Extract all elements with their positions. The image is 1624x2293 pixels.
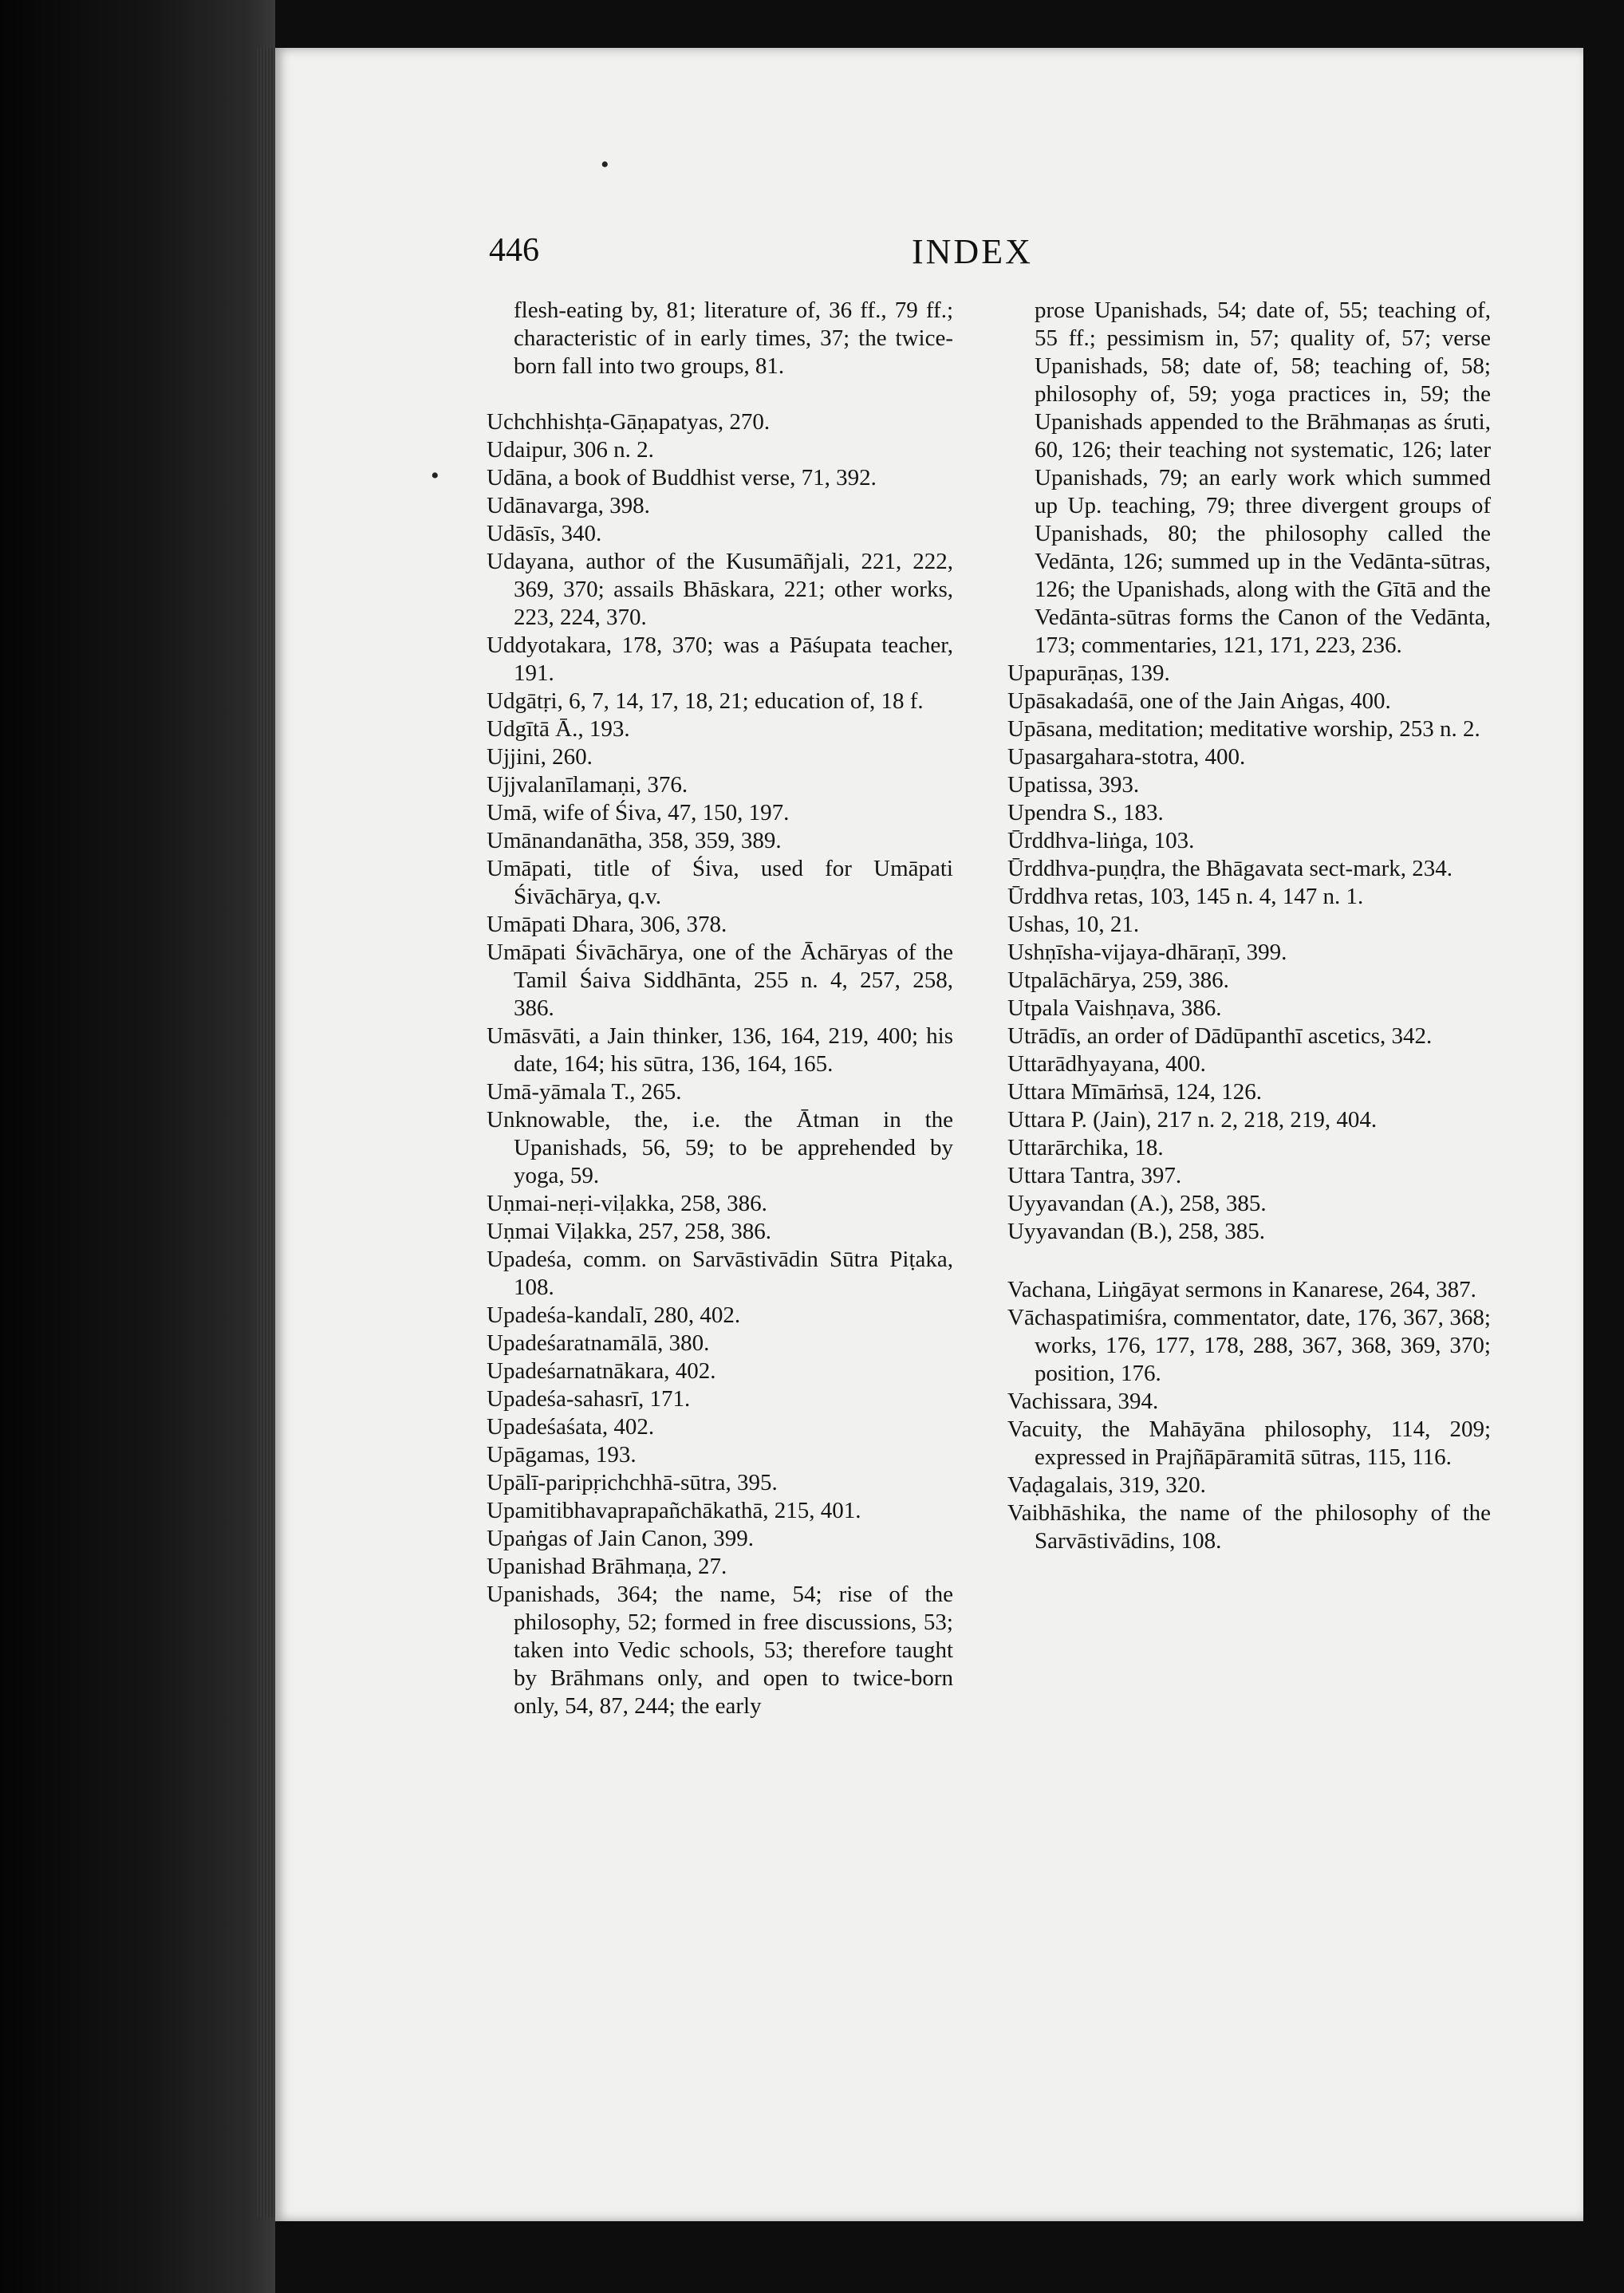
index-entry: Umāpati Dhara, 306, 378. <box>487 912 727 937</box>
book-page <box>275 48 1583 2221</box>
index-column-left <box>487 297 953 1720</box>
index-entry: Upamitibhavaprapañchākathā, 215, 401. <box>487 1498 861 1523</box>
index-entry: Uttara P. (Jain), 217 n. 2, 218, 219, 404. <box>1007 1107 1378 1133</box>
index-entry: Upadeśaśata, 402. <box>487 1414 655 1440</box>
index-entry: Vāchaspatimiśra, commentator, date, 176, 367, 368; works, 176, 177, 178, 288, 367, 368, 369, 370; position, 176. <box>1007 1305 1491 1386</box>
index-entry: Upadeśarnatnākara, 402. <box>487 1358 716 1384</box>
index-entry: Uttara Tantra, 397. <box>1007 1163 1182 1188</box>
index-entry: Vacuity, the Mahāyāna philosophy, 114, 209; expressed in Prajñāpāramitā sūtras, 115, 116. <box>1007 1416 1491 1470</box>
index-entry: Upaṅgas of Jain Canon, 399. <box>487 1526 755 1551</box>
index-entry: Upāgamas, 193. <box>487 1442 637 1468</box>
index-entry: Ushṇīsha-vijaya-dhāraṇī, 399. <box>1007 940 1287 965</box>
index-entry: Uttara Mīmāṁsā, 124, 126. <box>1007 1079 1262 1105</box>
book-spine-edge <box>0 0 275 2293</box>
section-gap <box>1007 1246 1491 1276</box>
index-entry: Udāna, a book of Buddhist verse, 71, 392. <box>487 465 877 491</box>
index-entry: Umāpati, title of Śiva, used for Umāpati Śivāchārya, q.v. <box>487 856 953 909</box>
index-entry: Upāsana, meditation; meditative worship, 253 n. 2. <box>1007 716 1480 742</box>
print-speck: • <box>601 152 609 178</box>
index-entry: Vaibhāshika, the name of the philosophy of the Sarvāstivādins, 108. <box>1007 1500 1491 1554</box>
index-entry: Upanishads, 364; the name, 54; rise of the philosophy, 52; formed in free discussions, 53; taken into Vedic schools, 53; therefore taught by Brāhmans only, and open to twice-born only, 54, 87, 244; the early <box>487 1582 953 1719</box>
index-entry: Uttarādhyayana, 400. <box>1007 1051 1206 1077</box>
index-entry: Utrādīs, an order of Dādūpanthī ascetics, 342. <box>1007 1023 1433 1049</box>
index-entry: Upadeśaratnamālā, 380. <box>487 1330 710 1356</box>
index-entry: Upasargahara-stotra, 400. <box>1007 744 1246 770</box>
index-entry: Umā, wife of Śiva, 47, 150, 197. <box>487 800 790 825</box>
index-entry: Uttarārchika, 18. <box>1007 1135 1164 1160</box>
index-entry: Upapurāṇas, 139. <box>1007 660 1170 686</box>
index-entry: Udayana, author of the Kusumāñjali, 221, 222, 369, 370; assails Bhāskara, 221; other works, 223, 224, 370. <box>487 549 953 630</box>
index-entry: Vachana, Liṅgāyat sermons in Kanarese, 264, 387. <box>1007 1277 1476 1302</box>
index-entry: Umāpati Śivāchārya, one of the Āchāryas of the Tamil Śaiva Siddhānta, 255 n. 4, 257, 258, 386. <box>487 940 953 1021</box>
index-column-right <box>1007 297 1491 1555</box>
index-entry: Upālī-paripṛichchhā-sūtra, 395. <box>487 1470 778 1495</box>
index-entry: Udgītā Ā., 193. <box>487 716 630 742</box>
index-entry: Ūrddhva-puṇḍra, the Bhāgavata sect-mark, 234. <box>1007 856 1453 881</box>
index-entry: Upanishad Brāhmaṇa, 27. <box>487 1554 727 1579</box>
index-entry: Upadeśa, comm. on Sarvāstivādin Sūtra Piṭaka, 108. <box>487 1247 953 1300</box>
index-entry: Upāsakadaśā, one of the Jain Aṅgas, 400. <box>1007 688 1391 714</box>
print-speck: • <box>431 463 440 489</box>
index-entry: Utpala Vaishṇava, 386. <box>1007 995 1222 1021</box>
index-entry: Utpalāchārya, 259, 386. <box>1007 967 1229 993</box>
index-entry: Vaḍagalais, 319, 320. <box>1007 1472 1206 1498</box>
index-entry: Umāsvāti, a Jain thinker, 136, 164, 219, 400; his date, 164; his sūtra, 136, 164, 165. <box>487 1023 953 1077</box>
index-entry: Uchchhishṭa-Gāṇapatyas, 270. <box>487 409 771 435</box>
index-entry: Ujjvalanīlamaṇi, 376. <box>487 772 688 798</box>
index-entry-continuation: prose Upanishads, 54; date of, 55; teaching of, 55 ff.; pessimism in, 57; quality of, 57; verse Upanishads, 58; date of, 58; teaching of, 58; philosophy of, 59; yoga practices in, 59; the Upanishads appended to the Brāhmaṇas as śruti, 60, 126; their teaching not systematic, 126; later Upanishads, 79; an early work which summed up Up. teaching, 79; three divergent groups of Upanishads, 80; the philosophy called the Vedānta, 126; summed up in the Vedānta-sūtras, 126; the Upanishads, along with the Gītā and the Vedānta-sūtras forms the Canon of the Vedānta, 173; commentaries, 121, 171, 223, 236. <box>1035 297 1491 658</box>
index-entry: Udāsīs, 340. <box>487 521 602 546</box>
index-entry: Ujjini, 260. <box>487 744 593 770</box>
index-entry: Vachissara, 394. <box>1007 1389 1159 1414</box>
index-entry: Uyyavandan (B.), 258, 385. <box>1007 1219 1265 1244</box>
index-entry: Uṇmai-neṛi-viḷakka, 258, 386. <box>487 1191 767 1216</box>
index-entry: Uyyavandan (A.), 258, 385. <box>1007 1191 1267 1216</box>
index-entry: Upadeśa-sahasrī, 171. <box>487 1386 691 1412</box>
index-entry: Upatissa, 393. <box>1007 772 1140 798</box>
index-entry: Umānandanātha, 358, 359, 389. <box>487 828 782 853</box>
index-entry: Ūrddhva-liṅga, 103. <box>1007 828 1195 853</box>
page-header <box>275 231 1583 279</box>
index-entry: Umā-yāmala T., 265. <box>487 1079 682 1105</box>
index-entry: Udgātṛi, 6, 7, 14, 17, 18, 21; education of, 18 f. <box>487 688 924 714</box>
running-head: INDEX <box>912 232 1033 271</box>
index-entry: Ushas, 10, 21. <box>1007 912 1140 937</box>
index-entry: Uddyotakara, 178, 370; was a Pāśupata teacher, 191. <box>487 632 953 686</box>
page-number: 446 <box>489 232 539 269</box>
index-entry: Uṇmai Viḷakka, 257, 258, 386. <box>487 1219 771 1244</box>
section-gap <box>487 380 953 408</box>
index-entry-continuation: flesh-eating by, 81; literature of, 36 ff., 79 ff.; characteristic of in early times, 37; the twice-born fall into two groups, 81. <box>514 297 953 379</box>
index-entry: Udaipur, 306 n. 2. <box>487 437 654 463</box>
index-entry: Ūrddhva retas, 103, 145 n. 4, 147 n. 1. <box>1007 884 1364 909</box>
index-entry: Upendra S., 183. <box>1007 800 1164 825</box>
index-entry: Upadeśa-kandalī, 280, 402. <box>487 1302 741 1328</box>
index-entry: Unknowable, the, i.e. the Ātman in the Upanishads, 56, 59; to be apprehended by yoga, 59. <box>487 1107 953 1188</box>
index-entry: Udānavarga, 398. <box>487 493 650 518</box>
